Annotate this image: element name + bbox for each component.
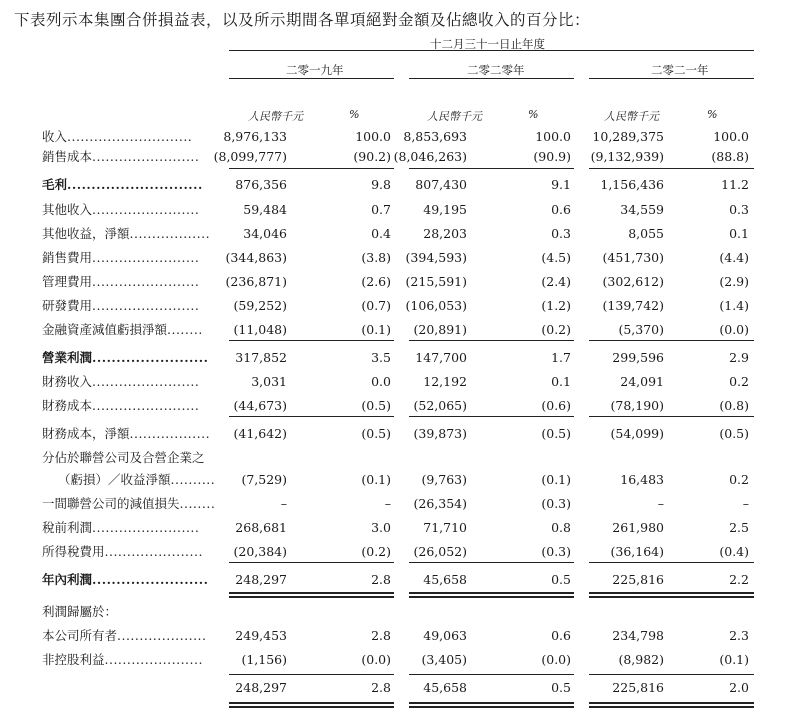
subtotal-rule [229,340,394,341]
row-label-text: 利潤歸屬於： [42,604,118,619]
cell-value: (1.2) [541,298,571,313]
subtotal-rule [229,562,394,563]
cell-value: (3.8) [361,250,391,265]
cell-value: (44,673) [233,398,287,413]
cell-value: (2.6) [361,274,391,289]
cell-value: 1,156,436 [600,177,664,192]
row-label-text: 研發費用 [42,298,93,313]
row-label [42,130,192,144]
cell-value: (0.5) [541,426,571,441]
cell-value: 12,192 [423,374,467,389]
cell-value: (0.0) [361,652,391,667]
row-label-text: 稅前利潤 [42,520,93,535]
cell-value: (0.8) [719,398,749,413]
cell-value: (52,065) [413,398,467,413]
leader-dots: ........................ [92,250,200,265]
cell-value: 34,559 [620,202,664,217]
cell-value: 2.3 [729,628,749,643]
unit-amount-2: 人民幣千元 [427,110,482,123]
period-header: 十二月三十一日止年度 [430,37,545,51]
leader-dots: ........................ [92,149,200,164]
period-rule [229,50,754,51]
total-double-rule [589,596,754,598]
cell-value: (302,612) [602,274,664,289]
total-double-rule [229,702,394,704]
cell-value: 2.8 [371,680,391,695]
row-label [42,323,203,337]
cell-value: 45,658 [423,680,467,695]
row-label [42,251,199,265]
row-label [42,399,199,413]
row-label [42,629,206,643]
subtotal-rule [589,562,754,563]
leader-dots: ...................... [104,544,203,559]
cell-value: 100.0 [355,129,391,144]
cell-value: (2.9) [719,274,749,289]
cell-value: (0.7) [361,298,391,313]
row-label [58,473,215,487]
cell-value: (0.5) [361,398,391,413]
row-label-text: 財務收入 [42,374,93,389]
leader-dots: ............................ [67,177,203,192]
cell-value: 11.2 [721,177,749,192]
cell-value: (5,370) [618,322,664,337]
cell-value: 8,976,133 [223,129,287,144]
cell-value: 299,596 [612,350,664,365]
row-label-text: 收入 [42,129,68,144]
cell-value: (0.6) [541,398,571,413]
cell-value: 100.0 [713,129,749,144]
cell-value: 2.2 [729,572,749,587]
subtotal-rule [229,674,394,675]
cell-value: 0.5 [551,680,571,695]
year-header-1: 二零一九年 [286,63,344,77]
cell-value: 225,816 [612,680,664,695]
cell-value: 234,798 [612,628,664,643]
cell-value: 49,195 [423,202,467,217]
subtotal-rule [409,674,574,675]
leader-dots: .................. [129,226,211,241]
cell-value: 2.9 [729,350,749,365]
cell-value: 9.1 [551,177,571,192]
row-label [42,451,205,465]
cell-value: 2.5 [729,520,749,535]
cell-value: 59,484 [243,202,287,217]
total-double-rule [589,702,754,704]
row-label-text: 一間聯營公司的減值損失 [42,496,180,511]
leader-dots: ........................ [92,398,200,413]
cell-value: 3,031 [251,374,287,389]
cell-value: 10,289,375 [592,129,664,144]
subtotal-rule [229,168,394,169]
cell-value: (20,384) [233,544,287,559]
cell-value: 876,356 [235,177,287,192]
subtotal-rule [229,416,394,417]
cell-value: (0.1) [361,322,391,337]
cell-value: (0.4) [719,544,749,559]
cell-value: (4.5) [541,250,571,265]
subtotal-rule [589,340,754,341]
row-label [42,351,208,365]
year-header-2: 二零二零年 [467,63,525,77]
cell-value: (4.4) [719,250,749,265]
total-double-rule [589,706,754,708]
cell-value: (0.1) [361,472,391,487]
cell-value: 0.6 [551,628,571,643]
row-label-text: 毛利 [42,177,68,192]
cell-value: (8,982) [618,652,664,667]
leader-dots: ........................ [92,572,209,587]
cell-value: – [657,496,664,511]
leader-dots: .......... [170,472,216,487]
leader-dots: ........................ [92,274,200,289]
subtotal-rule [409,168,574,169]
cell-value: 0.8 [551,520,571,535]
cell-value: (39,873) [413,426,467,441]
row-label [42,375,199,389]
row-label [42,605,117,619]
year-rule-2 [409,78,574,79]
unit-pct-1: % [349,108,360,121]
cell-value: 807,430 [415,177,467,192]
year-rule-3 [589,78,754,79]
cell-value: (20,891) [413,322,467,337]
leader-dots: ........................ [92,374,200,389]
row-label-text: 其他收入 [42,202,93,217]
cell-value: 268,681 [235,520,287,535]
cell-value: 0.4 [371,226,391,241]
leader-dots: ........................ [92,298,200,313]
cell-value: (11,048) [233,322,287,337]
row-label [42,275,199,289]
cell-value: (0.2) [361,544,391,559]
cell-value: (0.5) [361,426,391,441]
cell-value: 0.3 [551,226,571,241]
cell-value: (0.2) [541,322,571,337]
cell-value: 2.8 [371,572,391,587]
cell-value: (8,099,777) [213,149,287,164]
unit-amount-3: 人民幣千元 [604,110,659,123]
leader-dots: ........................ [92,350,209,365]
leader-dots: ...................... [104,652,203,667]
leader-dots: ........................ [92,202,200,217]
cell-value: (1.4) [719,298,749,313]
cell-value: (215,591) [405,274,467,289]
row-label-text: 管理費用 [42,274,93,289]
cell-value: (394,593) [405,250,467,265]
cell-value: (106,053) [405,298,467,313]
row-label-text: 所得稅費用 [42,544,105,559]
cell-value: 248,297 [235,572,287,587]
cell-value: (139,742) [602,298,664,313]
row-label [42,299,199,313]
total-double-rule [409,706,574,708]
row-label-text: 銷售費用 [42,250,93,265]
cell-value: 1.7 [551,350,571,365]
cell-value: (9,132,939) [590,149,664,164]
cell-value: 0.6 [551,202,571,217]
cell-value: – [742,496,749,511]
cell-value: (54,099) [610,426,664,441]
cell-value: 2.0 [729,680,749,695]
subtotal-rule [409,416,574,417]
intro-text: 下表列示本集團合併損益表，以及所示期間各單項絕對金額及佔總收入的百分比： [14,11,591,29]
row-label [42,203,199,217]
row-label [42,227,210,241]
row-label [42,150,199,164]
cell-value: (0.1) [541,472,571,487]
cell-value: 0.5 [551,572,571,587]
unit-amount-1: 人民幣千元 [248,110,303,123]
subtotal-rule [409,562,574,563]
cell-value: 225,816 [612,572,664,587]
total-double-rule [409,702,574,704]
cell-value: 249,453 [235,628,287,643]
row-label-text: 年內利潤 [42,572,93,587]
row-label [42,427,210,441]
cell-value: 8,055 [628,226,664,241]
cell-value: 0.3 [729,202,749,217]
row-label-text: 分佔於聯營公司及合營企業之 [42,450,205,465]
row-label [42,573,208,587]
cell-value: 8,853,693 [403,129,467,144]
cell-value: (7,529) [241,472,287,487]
cell-value: (0.0) [719,322,749,337]
cell-value: 0.1 [551,374,571,389]
cell-value: 9.8 [371,177,391,192]
subtotal-rule [409,340,574,341]
cell-value: 24,091 [620,374,664,389]
cell-value: (2.4) [541,274,571,289]
cell-value: 3.0 [371,520,391,535]
cell-value: 0.2 [729,374,749,389]
cell-value: 0.1 [729,226,749,241]
cell-value: 248,297 [235,680,287,695]
cell-value: (0.3) [541,496,571,511]
subtotal-rule [589,168,754,169]
row-label-text: 本公司所有者 [42,628,118,643]
cell-value: 16,483 [620,472,664,487]
cell-value: (344,863) [225,250,287,265]
row-label-text: 其他收益，淨額 [42,226,130,241]
cell-value: (26,052) [413,544,467,559]
cell-value: (3,405) [421,652,467,667]
cell-value: (8,046,263) [393,149,467,164]
cell-value: 0.2 [729,472,749,487]
total-double-rule [409,592,574,594]
leader-dots: .................. [129,426,211,441]
total-double-rule [229,592,394,594]
cell-value: 317,852 [235,350,287,365]
cell-value: (9,763) [421,472,467,487]
leader-dots: ........ [167,322,203,337]
row-label-text: 銷售成本 [42,149,93,164]
cell-value: 2.8 [371,628,391,643]
cell-value: 71,710 [423,520,467,535]
row-label [42,497,215,511]
subtotal-rule [589,416,754,417]
cell-value: 100.0 [535,129,571,144]
cell-value: 3.5 [371,350,391,365]
cell-value: 34,046 [243,226,287,241]
cell-value: (78,190) [610,398,664,413]
row-label [42,178,203,192]
year-rule-1 [229,78,394,79]
cell-value: (0.1) [719,652,749,667]
cell-value: 28,203 [423,226,467,241]
leader-dots: ........................ [92,520,200,535]
cell-value: 0.0 [371,374,391,389]
year-header-3: 二零二一年 [651,63,709,77]
total-double-rule [229,596,394,598]
cell-value: (26,354) [413,496,467,511]
cell-value: 147,700 [415,350,467,365]
cell-value: (236,871) [225,274,287,289]
row-label-text: 金融資產減值虧損淨額 [42,322,168,337]
leader-dots: .................... [117,628,207,643]
leader-dots: ........ [179,496,216,511]
cell-value: (1,156) [241,652,287,667]
cell-value: (0.0) [541,652,571,667]
total-double-rule [409,596,574,598]
cell-value: 0.7 [371,202,391,217]
cell-value: (0.3) [541,544,571,559]
cell-value: (41,642) [233,426,287,441]
cell-value: (88.8) [711,149,749,164]
row-label-text: 財務成本，淨額 [42,426,130,441]
cell-value: (451,730) [602,250,664,265]
cell-value: (90.9) [533,149,571,164]
cell-value: (90.2) [353,149,391,164]
unit-pct-2: % [528,108,539,121]
subtotal-rule [589,674,754,675]
cell-value: (59,252) [233,298,287,313]
row-label-text: 營業利潤 [42,350,93,365]
row-label [42,653,203,667]
cell-value: 49,063 [423,628,467,643]
total-double-rule [229,706,394,708]
row-label [42,545,203,559]
row-label-text: 財務成本 [42,398,93,413]
cell-value: 45,658 [423,572,467,587]
row-label-text: 非控股利益 [42,652,105,667]
leader-dots: ............................ [67,129,193,144]
cell-value: – [384,496,391,511]
row-label [42,521,199,535]
cell-value: (0.5) [719,426,749,441]
row-label-text: （虧損）／收益淨額 [58,472,171,487]
cell-value: 261,980 [612,520,664,535]
cell-value: – [280,496,287,511]
unit-pct-3: % [707,108,718,121]
cell-value: (36,164) [610,544,664,559]
total-double-rule [589,592,754,594]
